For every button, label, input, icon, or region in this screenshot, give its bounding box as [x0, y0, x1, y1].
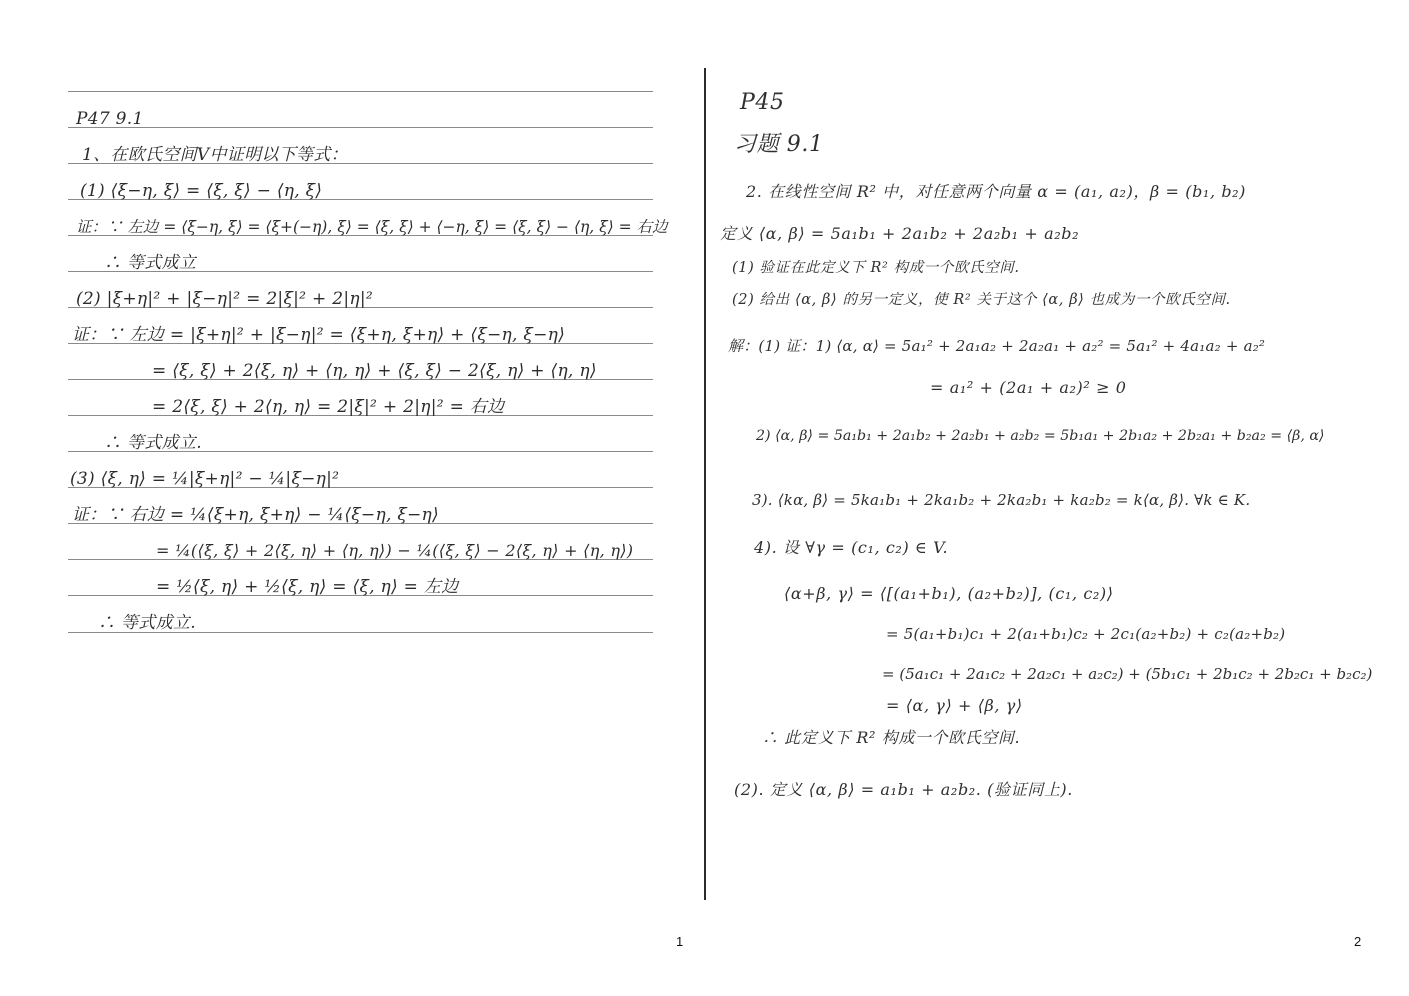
- right-page: [718, 80, 1398, 820]
- left-heading: P47 9.1: [76, 109, 144, 129]
- conclusion-line: ∴ 等式成立: [104, 253, 197, 273]
- problem-statement: 2. 在线性空间 R² 中，对任意两个向量 α = (a₁, a₂)，β = (b₁, b₂): [746, 182, 1247, 201]
- exercise-heading: 习题 9.1: [734, 132, 824, 157]
- proof-line: = 2⟨ξ, ξ⟩ + 2⟨η, η⟩ = 2|ξ|² + 2|η|² = 右边: [152, 397, 505, 417]
- equation-part-1: (1) ⟨ξ−η, ξ⟩ = ⟨ξ, ξ⟩ − ⟨η, ξ⟩: [80, 181, 323, 201]
- solution-line: 4). 设 ∀γ = (c₁, c₂) ∈ V.: [754, 538, 949, 557]
- solution-line: = 5(a₁+b₁)c₁ + 2(a₁+b₁)c₂ + 2c₁(a₂+b₂) + c₂(a₂+b₂): [886, 625, 1286, 643]
- proof-line: = ⟨ξ, ξ⟩ + 2⟨ξ, η⟩ + ⟨η, η⟩ + ⟨ξ, ξ⟩ − 2⟨ξ, η⟩ + ⟨η, η⟩: [152, 361, 597, 381]
- solution-line: = ⟨α, γ⟩ + ⟨β, γ⟩: [886, 696, 1023, 715]
- solution-line: 3). ⟨kα, β⟩ = 5ka₁b₁ + 2ka₁b₂ + 2ka₂b₁ + ka₂b₂ = k⟨α, β⟩. ∀k ∈ K.: [752, 491, 1251, 509]
- proof-line: 证：∵ 左边 = ⟨ξ−η, ξ⟩ = ⟨ξ+(−η), ξ⟩ = ⟨ξ, ξ⟩ + ⟨−η, ξ⟩ = ⟨ξ, ξ⟩ − ⟨η, ξ⟩ = 右边: [76, 218, 668, 236]
- solution-line: 2) ⟨α, β⟩ = 5a₁b₁ + 2a₁b₂ + 2a₂b₁ + a₂b₂ = 5b₁a₁ + 2b₁a₂ + 2b₂a₁ + b₂a₂ = ⟨β, α⟩: [756, 428, 1325, 444]
- proof-line: 证：∵ 右边 = ¼⟨ξ+η, ξ+η⟩ − ¼⟨ξ−η, ξ−η⟩: [72, 505, 439, 525]
- page-divider: [704, 68, 706, 900]
- equation-part-2: (2) |ξ+η|² + |ξ−η|² = 2|ξ|² + 2|η|²: [76, 289, 373, 309]
- solution-line: 解：(1) 证：1) ⟨α, α⟩ = 5a₁² + 2a₁a₂ + 2a₂a₁ + a₂² = 5a₁² + 4a₁a₂ + a₂²: [728, 337, 1266, 355]
- task-line: (2) 给出 ⟨α, β⟩ 的另一定义，使 R² 关于这个 ⟨α, β⟩ 也成为一个欧氏空间.: [732, 292, 1231, 308]
- solution-line: = (5a₁c₁ + 2a₁c₂ + 2a₂c₁ + a₂c₂) + (5b₁c₁ + 2b₁c₂ + 2b₂c₁ + b₂c₂): [882, 665, 1373, 683]
- ruled-line: [68, 127, 653, 128]
- equation-part-3: (3) ⟨ξ, η⟩ = ¼|ξ+η|² − ¼|ξ−η|²: [70, 469, 340, 489]
- solution-line: (2). 定义 ⟨α, β⟩ = a₁b₁ + a₂b₂. (验证同上).: [734, 780, 1073, 799]
- ruled-line: [68, 91, 653, 92]
- proof-line: = ½⟨ξ, η⟩ + ½⟨ξ, η⟩ = ⟨ξ, η⟩ = 左边: [156, 577, 459, 597]
- task-line: (1) 验证在此定义下 R² 构成一个欧氏空间.: [732, 260, 1020, 276]
- proof-line: 证：∵ 左边 = |ξ+η|² + |ξ−η|² = ⟨ξ+η, ξ+η⟩ + ⟨ξ−η, ξ−η⟩: [72, 325, 566, 345]
- conclusion-line: ∴ 此定义下 R² 构成一个欧氏空间.: [762, 728, 1021, 747]
- left-page: [68, 85, 668, 645]
- problem-statement: 1、在欧氏空间V中证明以下等式：: [82, 145, 348, 165]
- solution-line: = a₁² + (2a₁ + a₂)² ≥ 0: [930, 378, 1127, 397]
- conclusion-line: ∴ 等式成立.: [98, 613, 196, 633]
- conclusion-line: ∴ 等式成立.: [104, 433, 202, 453]
- proof-line: = ¼(⟨ξ, ξ⟩ + 2⟨ξ, η⟩ + ⟨η, η⟩) − ¼(⟨ξ, ξ⟩ − 2⟨ξ, η⟩ + ⟨η, η⟩): [156, 541, 634, 560]
- solution-line: ⟨α+β, γ⟩ = ⟨[(a₁+b₁), (a₂+b₂)], (c₁, c₂)⟩: [784, 584, 1114, 603]
- definition-line: 定义 ⟨α, β⟩ = 5a₁b₁ + 2a₁b₂ + 2a₂b₁ + a₂b₂: [720, 224, 1080, 243]
- right-page-number-ref: P45: [740, 90, 785, 115]
- page-number-right: 2: [1354, 934, 1362, 949]
- page-number-left: 1: [676, 934, 684, 949]
